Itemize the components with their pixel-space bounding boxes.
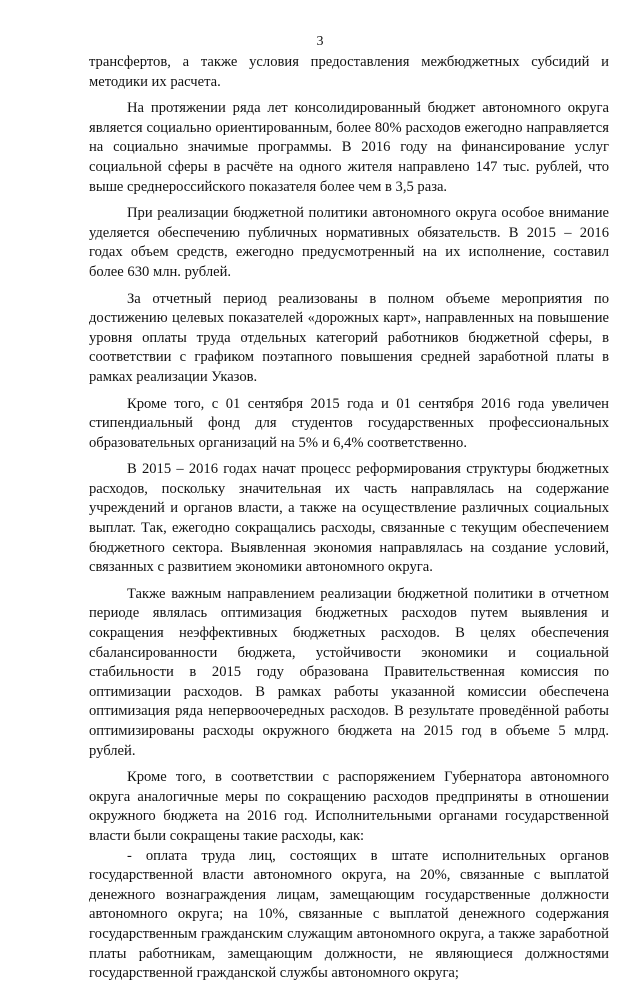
paragraph-5: Кроме того, с 01 сентября 2015 года и 01 сентября 2016 года увеличен стипендиальный фонд для студентов государственных профессиональных образовательных организаций на 5% и 6,4% соответственно. (89, 395, 609, 451)
paragraph-8: Кроме того, в соответствии с распоряжением Губернатора автономного округа аналогичные меры по сокращению расходов предприняты в отношении окружного бюджета на 2016 год. Исполнительными органами государственной власти были сокращены такие расходы, как: (89, 769, 609, 844)
paragraph-4: За отчетный период реализованы в полном объеме мероприятия по достижению целевых показателей «дорожных карт», направленных на повышение уровня оплаты труда отдельных категорий работников бюджетной сферы, в соответствии с графиком поэтапного повышения средней заработной платы в рамках реализации Указов. (89, 290, 609, 385)
paragraph-2: На протяжении ряда лет консолидированный бюджет автономного округа является социально ориентированным, более 80% расходов ежегодно направляется на социально значимые программы. В 2016 году на финансирование услуг социальной сферы в расчёте на одного жителя направлено 147 тыс. рублей, что выше среднероссийского показателя более чем в 3,5 раза. (89, 100, 609, 195)
page-number: 3 (316, 34, 324, 49)
paragraph-3: При реализации бюджетной политики автономного округа особое внимание уделяется обеспечению публичных нормативных обязательств. В 2015 – 2016 годах объем средств, ежегодно предусмотренный на их исполнение, составил более 630 млн. рублей. (89, 205, 609, 280)
body-text (89, 53, 609, 984)
paragraph-6: В 2015 – 2016 годах начат процесс реформирования структуры бюджетных расходов, поскольку значительная их часть направлялась на содержание учреждений и органов власти, а также на осуществление различных социальных выплат. Так, ежегодно сокращались расходы, связанные с текущим обеспечением бюджетного сектора. Выявленная экономия направлялась на создание условий, связанных с развитием экономики автономного округа. (89, 461, 609, 576)
paragraph-7: Также важным направлением реализации бюджетной политики в отчетном периоде являлась оптимизация бюджетных расходов путем выявления и сокращения неэффективных бюджетных расходов. В целях обеспечения сбалансированности бюджета, устойчивости экономики и социальной стабильности в 2015 году образована Правительственная комиссия по оптимизации расходов. В рамках работы указанной комиссии обеспечена оптимизация ряда непервоочередных расходов. В результате проведённой работы оптимизированы расходы окружного бюджета на 2015 год в объеме 5 млрд. рублей. (89, 585, 609, 759)
paragraph-1: трансфертов, а также условия предоставления межбюджетных субсидий и методики их расчета. (89, 54, 609, 90)
paragraph-9-list-item: - оплата труда лиц, состоящих в штате исполнительных органов государственной власти автономного округа, на 20%, связанные с выплатой денежного вознаграждения лицам, замещающим государственные должности автономного округа; на 10%, связанные с выплатой денежного содержания государственным гражданским служащим автономного округа, а также заработной платы работникам, замещающим должности, не являющиеся должностями государственной гражданской службы автономного округа; (89, 847, 609, 982)
